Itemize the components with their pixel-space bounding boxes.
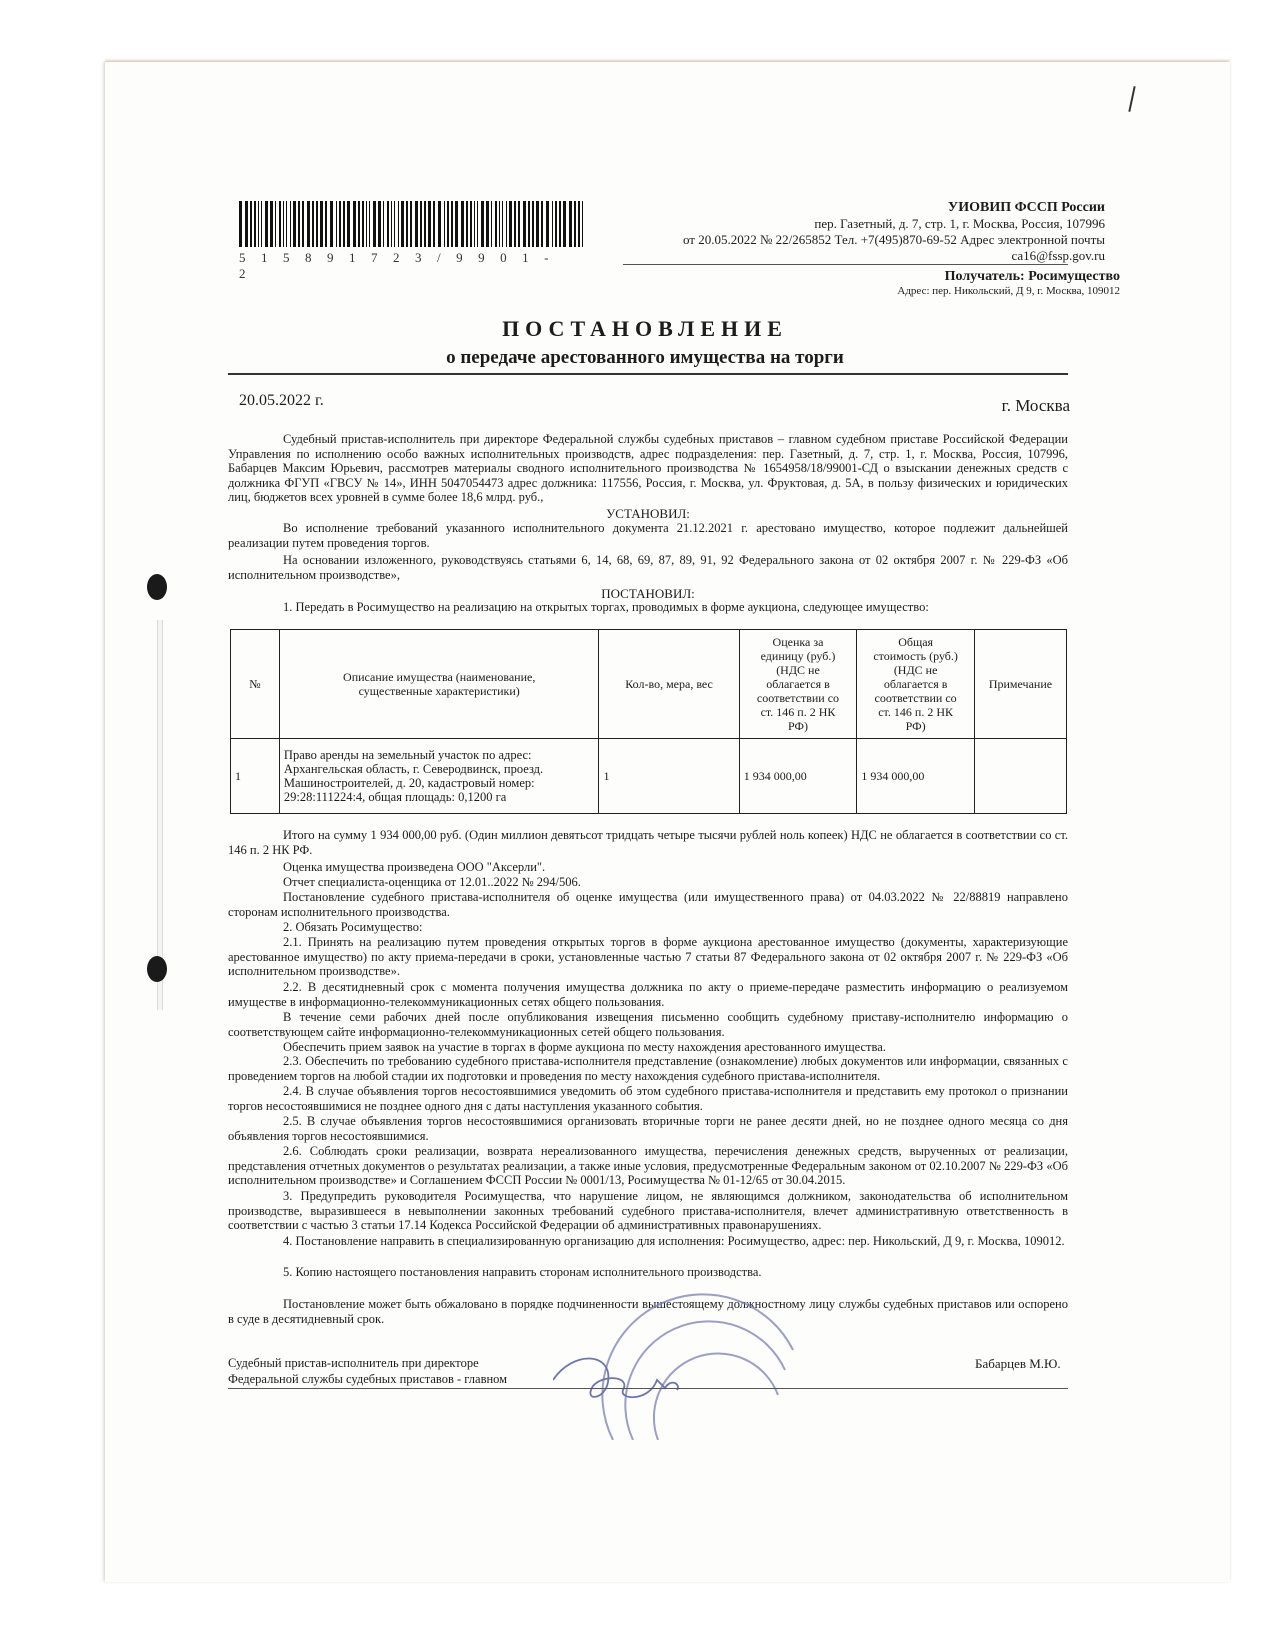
- item-2-1: 2.1. Принять на реализацию путем проведения открытых торгов в форме аукциона арестованное имущество (документы, характеризующие арестованное имущество) по акту приема-передачи в сроки, установленные частью 7 статьи 87 Федерального закона от 02 октября 2007 г. № 229-ФЗ «Об исполнительном производстве».: [228, 935, 1068, 979]
- binding-hole-top: [147, 574, 167, 600]
- sender-address: пер. Газетный, д. 7, стр. 1, г. Москва, Россия, 107996: [814, 216, 1105, 231]
- property-table: [230, 629, 1067, 814]
- barcode-image: [239, 201, 585, 247]
- item-3: 3. Предупредить руководителя Росимущества, что нарушение лицом, не являющимся должником, законодательства об исполнительном производстве, выразившееся в невыполнении законных требований судебного пристава-исполнителя, влечет административную ответственность в соответствии с частью 3 статьи 17.14 Кодекса Российской Федерации об административных правонарушениях.: [228, 1189, 1068, 1233]
- document-city: г. Москва: [1001, 396, 1070, 415]
- item-2-2: 2.2. В десятидневный срок с момента получения имущества должника по акту о приеме-передаче разместить информацию о реализуемом имуществе в информационно-телекоммуникационных сетях общего пользования.: [228, 980, 1068, 1009]
- item-2: 2. Обязать Росимущество:: [283, 920, 423, 934]
- document-title: ПОСТАНОВЛЕНИЕ: [502, 316, 788, 341]
- heading-ustanovil: УСТАНОВИЛ:: [606, 506, 690, 521]
- header-rule: [623, 264, 1068, 265]
- barcode-number: 515891723/9901-2: [239, 250, 564, 281]
- item-5: 5. Копию настоящего постановления направить сторонам исполнительного производства.: [283, 1265, 762, 1279]
- signer-position: [228, 1355, 507, 1387]
- recipient-block: [780, 269, 1120, 297]
- ustanovil-paragraph-2: На основании изложенного, руководствуясь статьями 6, 14, 68, 69, 87, 89, 91, 92 Федерального закона от 02 октября 2007 г. № 229-ФЗ «Об исполнительном производстве»,: [228, 553, 1068, 582]
- cell-quantity: 1: [599, 739, 739, 814]
- heading-postanovil: ПОСТАНОВИЛ:: [601, 586, 695, 601]
- col-header-total: Общая стоимость (руб.) (НДС не облагается в соответствии со ст. 146 п. 2 НК РФ): [857, 630, 975, 739]
- intro-paragraph: Судебный пристав-исполнитель при директоре Федеральной службы судебных приставов – главном судебном приставе Российской Федерации Управления по исполнению особо важных исполнительных производств, адрес подразделения: пер. Газетный, д. 7, стр. 1, г. Москва, Россия, 107996, Бабарцев Максим Юрьевич, рассмотрев материалы сводного исполнительного производства № 1654958/18/99001-СД о взыскании денежных средств с должника ФГУП «ГВСУ № 14», ИНН 5047054473 адрес должника: 117556, Россия, г. Москва, ул. Фруктовая, д. 5А, в пользу физических и юридических лиц, бюджетов всех уровней в сумме более 18,6 млрд. руб.,: [228, 432, 1068, 505]
- sender-block: [620, 200, 1105, 264]
- cell-total: 1 934 000,00: [857, 739, 975, 814]
- cell-description: Право аренды на земельный участок по адрес: Архангельская область, г. Северодвинск, проезд. Машиностроителей, д. 20, кадастровый номер: 29:28:111224:4, общая площадь: 0,1200 га: [279, 739, 599, 814]
- cell-number: 1: [231, 739, 280, 814]
- table-header-row: [231, 630, 1067, 739]
- ustanovil-paragraph-1: Во исполнение требований указанного исполнительного документа 21.12.2021 г. арестовано имущество, которое подлежит дальнейшей реализации путем проведения торгов.: [228, 521, 1068, 550]
- item-2-6: 2.6. Соблюдать сроки реализации, возврата нереализованного имущества, перечисления денежных средств, вырученных от реализации, представления отчетных документов о результатах реализации, а также иные условия, предусмотренные Федеральным законом от 02.10.2007 № 229-ФЗ «Об исполнительном производстве» и Соглашением ФССП России № 0001/13, Росимущества № 01-12/65 от 30.04.2015.: [228, 1144, 1068, 1188]
- appraiser-paragraph: Оценка имущества произведена ООО "Аксерли".: [283, 860, 546, 874]
- recipient-name: Получатель: Росимущество: [944, 269, 1120, 284]
- col-header-note: Примечание: [974, 630, 1066, 739]
- document-date: 20.05.2022 г.: [239, 392, 324, 409]
- item-4: 4. Постановление направить в специализированную организацию для исполнения: Росимущество, адрес: пер. Никольский, Д 9, г. Москва, 109012.: [283, 1234, 1065, 1248]
- signer-position-line-1: Судебный пристав-исполнитель при директоре: [228, 1356, 479, 1370]
- signer-name: Бабарцев М.Ю.: [975, 1356, 1061, 1371]
- cell-note: [974, 739, 1066, 814]
- sender-email: ca16@fssp.gov.ru: [1011, 248, 1105, 263]
- item-2-2-notice: В течение семи рабочих дней после опубликования извещения письменно сообщить судебному приставу-исполнителю информацию о соответствующем сайте информационно-телекоммуникационных сетей общего пользования.: [228, 1010, 1068, 1039]
- signature-rule: [228, 1388, 1068, 1389]
- col-header-quantity: Кол-во, мера, вес: [599, 630, 739, 739]
- cell-unit-price: 1 934 000,00: [739, 739, 857, 814]
- item-2-4: 2.4. В случае объявления торгов несостоявшимися уведомить об этом судебного пристава-исполнителя и представить ему протокол о признании торгов несостоявшимися не позднее одного дня с даты наступления указанного события.: [228, 1084, 1068, 1113]
- binding-thread: [157, 620, 163, 1010]
- item-2-3: 2.3. Обеспечить по требованию судебного пристава-исполнителя представление (ознакомление) любых документов или информации, связанных с проведением торгов на любой стадии их подготовки и проведения по месту нахождения судебного пристава-исполнителя.: [228, 1054, 1068, 1083]
- appeal-paragraph: Постановление может быть обжаловано в порядке подчиненности вышестоящему должностному лицу службы судебных приставов или оспорено в суде в десятидневный срок.: [228, 1297, 1068, 1326]
- document-subtitle: о передаче арестованного имущества на торги: [446, 347, 844, 368]
- sender-org: УИОВИП ФССП России: [947, 200, 1105, 215]
- sender-reference: от 20.05.2022 № 22/265852 Тел. +7(495)870-69-52 Адрес электронной почты: [682, 232, 1105, 247]
- binding-hole-bottom: [147, 956, 167, 982]
- item-1: 1. Передать в Росимущество на реализацию на открытых торгах, проводимых в форме аукциона, следующее имущество:: [283, 600, 929, 614]
- col-header-description: Описание имущества (наименование, существенные характеристики): [279, 630, 599, 739]
- recipient-address: Адрес: пер. Никольский, Д 9, г. Москва, 109012: [897, 285, 1120, 297]
- title-rule: [228, 373, 1068, 375]
- total-paragraph: Итого на сумму 1 934 000,00 руб. (Один миллион девятьсот тридцать четыре тысячи рублей ноль копеек) НДС не облагается в соответствии со ст. 146 п. 2 НК РФ.: [228, 828, 1068, 857]
- item-2-5: 2.5. В случае объявления торгов несостоявшимися организовать вторичные торги не ранее десяти дней, но не позднее одного месяца со дня объявления торгов несостоявшимися.: [228, 1114, 1068, 1143]
- col-header-number: №: [231, 630, 280, 739]
- signer-position-line-2: Федеральной службы судебных приставов - главном: [228, 1372, 508, 1386]
- col-header-unit-price: Оценка за единицу (руб.) (НДС не облагается в соответствии со ст. 146 п. 2 НК РФ): [739, 630, 857, 739]
- report-paragraph: Отчет специалиста-оценщика от 12.01..2022 № 294/506.: [283, 875, 581, 889]
- item-2-2-applications: Обеспечить прием заявок на участие в торгах в форме аукциона по месту нахождения арестованного имущества.: [283, 1040, 886, 1054]
- table-row: [231, 739, 1067, 814]
- official-stamp: [553, 1290, 803, 1440]
- valuation-paragraph: Постановление судебного пристава-исполнителя об оценке имущества (или имущественного права) от 04.03.2022 № 22/88819 направлено сторонам исполнительного производства.: [228, 890, 1068, 919]
